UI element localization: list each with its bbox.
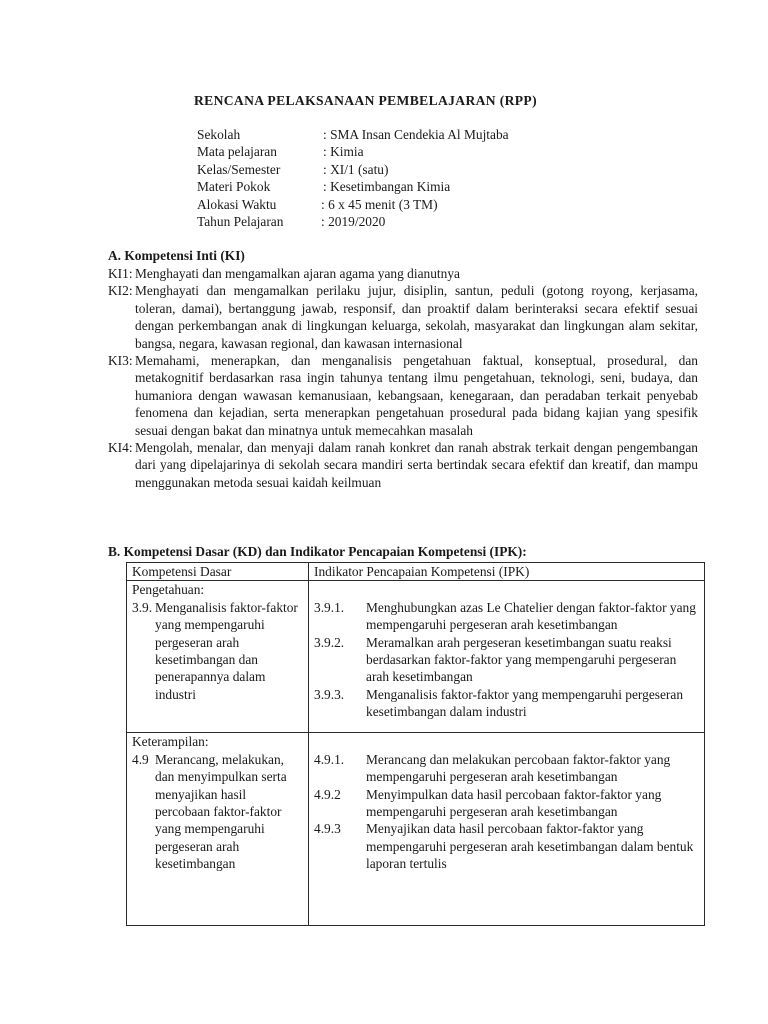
ipk-item	[314, 820, 699, 872]
meta-label: Tahun Pelajaran	[197, 213, 284, 229]
spacer	[314, 733, 699, 750]
ki-text: Mengolah, menalar, dan menyaji dalam ranah konkret dan ranah abstrak terkait dengan pengembangan dari yang dipelajarinya di sekolah secara mandiri serta bertindak secara efektif dan kreatif, dan mampu menggunakan metoda sesuai kaidah keilmuan	[135, 440, 698, 490]
ki-text: Menghayati dan mengamalkan ajaran agama yang dianutnya	[135, 266, 460, 281]
ipk-text: Merancang dan melakukan percobaan faktor-faktor yang mempengaruhi pergeseran arah kesetimbangan	[366, 751, 671, 785]
section-a-heading: A. Kompetensi Inti (KI)	[108, 248, 245, 263]
ipk-text: Menghubungkan azas Le Chatelier dengan faktor-faktor yang mempengaruhi pergeseran arah kesetimbangan	[366, 599, 696, 633]
ipk-text: Menyimpulkan data hasil percobaan faktor-faktor yang mempengaruhi pergeseran arah kesetimbangan	[366, 786, 662, 820]
ki-text: Memahami, menerapkan, dan menganalisis pengetahuan faktual, konseptual, prosedural, dan metakognitif berdasarkan rasa ingin tahunya tentang ilmu pengetahuan, teknologi, seni, budaya, dan humaniora dengan wawasan kemanusiaan, kebangsaan, kenegaraan, dan peradaban terkait penyebab fenomena dan kejadian, serta menerapkan pengetahuan prosedural pada bidang kajian yang spesifik sesuai dengan bakat dan minatnya untuk memecahkan masalah	[135, 353, 698, 438]
ipk-text: Meramalkan arah pergeseran kesetimbangan suatu reaksi berdasarkan faktor-faktor yang mempengaruhi pergeseran arah kesetimbangan	[366, 634, 677, 685]
kd-cell	[127, 733, 309, 926]
meta-label: Mata pelajaran	[197, 144, 277, 160]
ki-code: KI1:	[108, 266, 133, 281]
kd-cell	[127, 581, 309, 733]
meta-label: Alokasi Waktu	[197, 196, 277, 212]
ipk-number: 3.9.3.	[314, 686, 345, 702]
ipk-item	[314, 786, 699, 821]
section-b-heading: B. Kompetensi Dasar (KD) dan Indikator Pencapaian Kompetensi (IPK):	[108, 544, 527, 559]
meta-value: : Kimia	[323, 144, 364, 160]
ipk-text: Menganalisis faktor-faktor yang mempengaruhi pergeseran kesetimbangan dalam industri	[366, 686, 684, 720]
ipk-number: 3.9.2.	[314, 634, 345, 650]
ipk-number: 4.9.1.	[314, 751, 345, 767]
ipk-number: 4.9.3	[314, 821, 341, 837]
meta-value: : SMA Insan Cendekia Al Mujtaba	[323, 127, 509, 142]
ipk-item	[314, 751, 699, 786]
table-header-row	[127, 563, 705, 581]
ipk-item	[314, 686, 699, 721]
meta-value: : 2019/2020	[321, 213, 386, 229]
kd-category: Keterampilan:	[132, 734, 209, 750]
kd-number: 4.9	[132, 751, 149, 767]
ki-item-1	[108, 265, 698, 282]
table-row-pengetahuan	[127, 581, 705, 733]
kd-number: 3.9.	[132, 599, 153, 615]
kd-category: Pengetahuan:	[132, 582, 205, 598]
meta-value: : 6 x 45 menit (3 TM)	[321, 196, 438, 212]
meta-value: : Kesetimbangan Kimia	[323, 179, 451, 195]
ipk-cell	[309, 581, 705, 733]
ipk-item	[314, 634, 699, 686]
ipk-number: 4.9.2	[314, 786, 341, 802]
ipk-cell	[309, 733, 705, 926]
kd-text: Merancang, melakukan, dan menyimpulkan serta menyajikan hasil percobaan faktor-faktor yang mempengaruhi pergeseran arah kesetimbangan	[155, 751, 287, 872]
kd-text: Menganalisis faktor-faktor yang mempengaruhi pergeseran arah kesetimbangan dan penerapannya dalam industri	[155, 599, 298, 702]
ki-item-4	[108, 439, 698, 491]
meta-label: Sekolah	[197, 127, 241, 142]
ipk-text: Menyajikan data hasil percobaan faktor-faktor yang mempengaruhi pergeseran arah kesetimbangan dalam bentuk laporan tertulis	[366, 821, 694, 872]
ki-list	[108, 265, 698, 491]
header-kompetensi-dasar: Kompetensi Dasar	[127, 563, 309, 581]
kd-item	[132, 751, 303, 873]
spacer	[314, 581, 699, 598]
meta-label: Kelas/Semester	[197, 161, 281, 177]
document-title: RENCANA PELAKSANAAN PEMBELAJARAN (RPP)	[194, 93, 537, 108]
meta-value: : XI/1 (satu)	[323, 161, 389, 177]
ipk-number: 3.9.1.	[314, 599, 345, 615]
ki-code: KI3:	[108, 353, 133, 369]
ipk-item	[314, 599, 699, 634]
ki-item-2	[108, 282, 698, 352]
header-ipk: Indikator Pencapaian Kompetensi (IPK)	[309, 563, 705, 581]
ki-item-3	[108, 352, 698, 439]
meta-label: Materi Pokok	[197, 179, 271, 195]
ki-code: KI2:	[108, 283, 133, 299]
kd-ipk-table	[126, 562, 705, 926]
ki-text: Menghayati dan mengamalkan perilaku jujur, disiplin, santun, peduli (gotong royong, kerjasama, toleran, damai), bertanggung jawab, responsif, dan proaktif dalam berinteraksi secara efektif sesuai dengan perkembangan anak di lingkungan keluarga, sekolah, masyarakat dan lingkungan alam sekitar, bangsa, negara, kawasan regional, dan kawasan internasional	[135, 283, 698, 351]
kd-item	[132, 599, 303, 703]
table-row-keterampilan	[127, 733, 705, 926]
ki-code: KI4:	[108, 440, 133, 456]
